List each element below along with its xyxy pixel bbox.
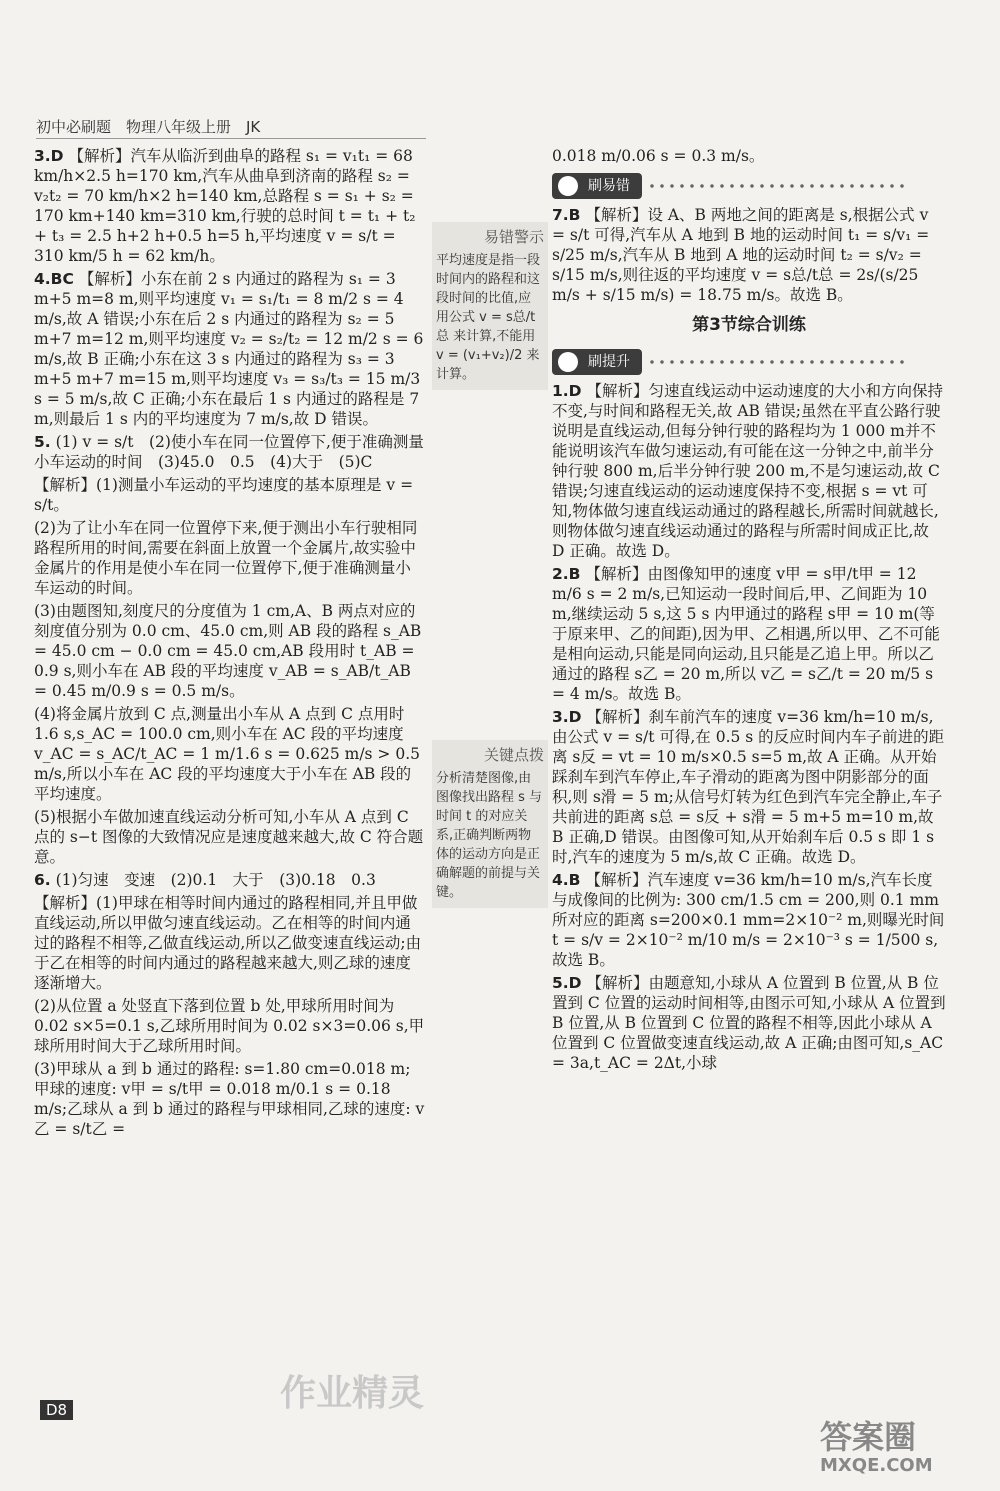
tip-title: 关键点拨 [483, 746, 544, 764]
answer-r2: 2.B 【解析】由图像知甲的速度 v甲 = s甲/t甲 = 12 m/6 s = 2 m/s,已知运动一段时间后,甲、乙间距为 10 m,继续运动 5 s,这 5 s 内甲通过的路程 s甲 = 10 m(等于原来甲、乙的间距),因为甲、乙相遇,所以甲、乙不可能是相向运动,只能是同向运动,且只能是乙追上甲。所以乙通过的路程 s乙 = 20 m,所以 v乙 = s乙/t = 20 m/5 s = 4 m/s。故选 B。 [552, 565, 940, 703]
dotted-line [647, 182, 907, 190]
answer-5-explain-3: (3)由题图知,刻度尺的分度值为 1 cm,A、B 两点对应的刻度值分别为 0.0 cm、45.0 cm,则 AB 段的路程 s_AB = 45.0 cm − 0.0 cm = 45.0 cm,AB 段用时 t_AB = 0.9 s,则小车在 AB 段的平均速度 v_AB = s_AB/t_AB = 0.45 m/0.9 s = 0.5 m/s。 [34, 602, 422, 700]
page-header: 初中必刷题 物理八年级上册 JK [36, 118, 261, 136]
answer-6-continued: 0.018 m/0.06 s = 0.3 m/s。 [552, 147, 765, 165]
answer-5-explain-4: (4)将金属片放到 C 点,测量出小车从 A 点到 C 点用时 1.6 s,s_AC = 100.0 cm,则小车在 AC 段的平均速度 v_AC = s_AC/t_AC = 1 m/1.6 s = 0.625 m/s > 0.5 m/s,所以小车在 AC 段的平均速度大于小车在 AB 段的平均速度。 [34, 705, 421, 803]
answer-5: 5. (1) v = s/t (2)使小车在同一位置停下,便于准确测量小车运动的时间 (3)45.0 0.5 (4)大于 (5)C [34, 433, 424, 471]
answer-6-explain-1: 【解析】(1)甲球在相等时间内通过的路程相同,并且甲做直线运动,所以甲做匀速直线运动。乙在相等的时间内通过的路程不相等,乙做直线运动,所以乙做变速直线运动;由于乙在相等的时间内通过的路程越来越大,则乙球的速度逐渐增大。 [34, 894, 422, 992]
dotted-line [647, 358, 907, 366]
tag-badge: 刷提升 [552, 349, 642, 375]
answer-r1: 1.D 【解析】匀速直线运动中运动速度的大小和方向保持不变,与时间和路程无关,故 AB 错误;虽然在平直公路行驶说明是直线运动,但每分钟行驶的路程均为 1 000 m并不能说明该汽车做匀速运动,有可能在这一分钟之中,前半分钟行驶 800 m,后半分钟行驶 200 m,不是匀速运动,故 C 错误;匀速直线运动的运动速度保持不变,根据 s = vt 可知,物体做匀速直线运动通过的路程越长,所需时间就越长,则物体做匀速直线运动通过的路程与所需时间成正比,故 D 正确。故选 D。 [552, 382, 943, 560]
tip-box-error-warning [432, 222, 548, 390]
left-column [34, 146, 426, 1142]
watermark-url: MXQE.COM [820, 1455, 933, 1476]
answer-3: 3.D 【解析】汽车从临沂到曲阜的路程 s₁ = v₁t₁ = 68 km/h×2.5 h=170 km,汽车从曲阜到济南的路程 s₂ = v₂t₂ = 70 km/h×2 h=140 km,总路程 s = s₁ + s₂ = 170 km+140 km=310 km,行驶的总时间 t = t₁ + t₂ + t₃ = 2.5 h+2 h+0.5 h=5 h,平均速度 v = s/t = 310 km/5 h = 62 km/h。 [34, 147, 416, 265]
header-divider [36, 138, 426, 139]
answer-6: 6. (1)匀速 变速 (2)0.1 大于 (3)0.18 0.3 [34, 871, 376, 889]
watermark-logo: 答案圈 [820, 1418, 917, 1456]
brush-icon [558, 176, 578, 196]
section-title: 第3节综合训练 [692, 315, 806, 335]
answer-6-explain-2: (2)从位置 a 处竖直下落到位置 b 处,甲球所用时间为 0.02 s×5=0.1 s,乙球所用时间为 0.02 s×3=0.06 s,甲球所用时间大于乙球所用时间。 [34, 997, 425, 1055]
tag-row-error [552, 169, 946, 205]
tag-badge: 刷易错 [552, 173, 642, 199]
answer-7: 7.B 【解析】设 A、B 两地之间的距离是 s,根据公式 v = s/t 可得,汽车从 A 地到 B 地的运动时间 t₁ = s/v₁ = s/25 m/s,汽车从 B 地到 A 地的运动时间 t₂ = s/v₂ = s/15 m/s,则往返的平均速度 v = s总/t总 = 2s/(s/25 m/s + s/15 m/s) = 18.75 m/s。故选 B。 [552, 206, 930, 304]
brush-icon [558, 352, 578, 372]
answer-5-explain-5: (5)根据小车做加速直线运动分析可知,小车从 A 点到 C 点的 s−t 图像的大致情况应是速度越来越大,故 C 符合题意。 [34, 808, 424, 866]
answer-r3: 3.D 【解析】刹车前汽车的速度 v=36 km/h=10 m/s,由公式 v = s/t 可得,在 0.5 s 的反应时间内车子前进的距离 s反 = vt = 10 m/s×0.5 s=5 m,故 A 正确。从开始踩刹车到汽车停止,车子滑动的距离为图中阴影部分的面积,则 s滑 = 5 m;从信号灯转为红色到汽车完全静止,车子共前进的距离 s总 = s反 + s滑 = 5 m+5 m=10 m,故 B 正确,D 错误。由图像可知,从开始刹车后 0.5 s 即 1 s 时,汽车的速度为 5 m/s,故 C 正确。故选 D。 [552, 708, 945, 866]
watermark-text: 作业精灵 [280, 1373, 425, 1414]
answer-r4: 4.B 【解析】汽车速度 v=36 km/h=10 m/s,汽车长度与成像间的比例为: 300 cm/1.5 cm = 200,则 0.1 mm 所对应的距离 s=200×0.1 mm=2×10⁻² m,则曝光时间 t = s/v = 2×10⁻² m/10 m/s = 2×10⁻³ s = 1/500 s,故选 B。 [552, 871, 945, 969]
answer-6-explain-3: (3)甲球从 a 到 b 通过的路程: s=1.80 cm=0.018 m; 甲球的速度: v甲 = s/t甲 = 0.018 m/0.1 s = 0.18 m/s;乙球从 a 到 b 通过的路程与甲球相同,乙球的速度: v乙 = s/t乙 = [34, 1060, 425, 1138]
answer-4: 4.BC 【解析】小东在前 2 s 内通过的路程为 s₁ = 3 m+5 m=8 m,则平均速度 v₁ = s₁/t₁ = 8 m/2 s = 4 m/s,故 A 错误;小东在后 2 s 内通过的路程为 s₂ = 5 m+7 m=12 m,则平均速度 v₂ = s₂/t₂ = 12 m/2 s = 6 m/s,故 B 正确;小东在这 3 s 内通过的路程为 s₃ = 3 m+5 m+7 m=15 m,则平均速度 v₃ = s₃/t₃ = 15 m/3 s = 5 m/s,故 C 正确;小东在最后 1 s 内通过的路程是 7 m,则最后 1 s 内的平均速度为 7 m/s,故 D 错误。 [34, 270, 424, 428]
answer-5-explain-2: (2)为了让小车在同一位置停下来,便于测出小车行驶相同路程所用的时间,需要在斜面上放置一个金属片,故实验中金属片的作用是使小车在同一位置停下,便于准确测量小车运动的时间。 [34, 519, 418, 597]
answer-r5: 5.D 【解析】由题意知,小球从 A 位置到 B 位置,从 B 位置到 C 位置的运动时间相等,由图示可知,小球从 A 位置到 B 位置,从 B 位置到 C 位置的路程不相等,因此小球从 A 位置到 C 位置做变速直线运动,故 A 正确;由图可知,s_AC = 3a,t_AC = 2Δt,小球 [552, 974, 946, 1072]
answer-5-explain-1: 【解析】(1)测量小车运动的平均速度的基本原理是 v = s/t。 [34, 476, 414, 514]
tip-title: 易错警示 [483, 228, 544, 246]
tip-text: 分析清楚图像,由图像找出路程 s 与时间 t 的对应关系,正确判断两物体的运动方向是正确解题的前提与关键。 [436, 771, 543, 900]
page-number: D8 [40, 1400, 73, 1420]
tip-box-key-point [432, 740, 548, 908]
tip-text: 平均速度是指一段时间内的路程和这段时间的比值,应用公式 v = s总/t总 来计算,不能用 v = (v₁+v₂)/2 来计算。 [436, 253, 541, 382]
right-column [552, 146, 946, 1076]
tag-row-improve [552, 345, 946, 381]
